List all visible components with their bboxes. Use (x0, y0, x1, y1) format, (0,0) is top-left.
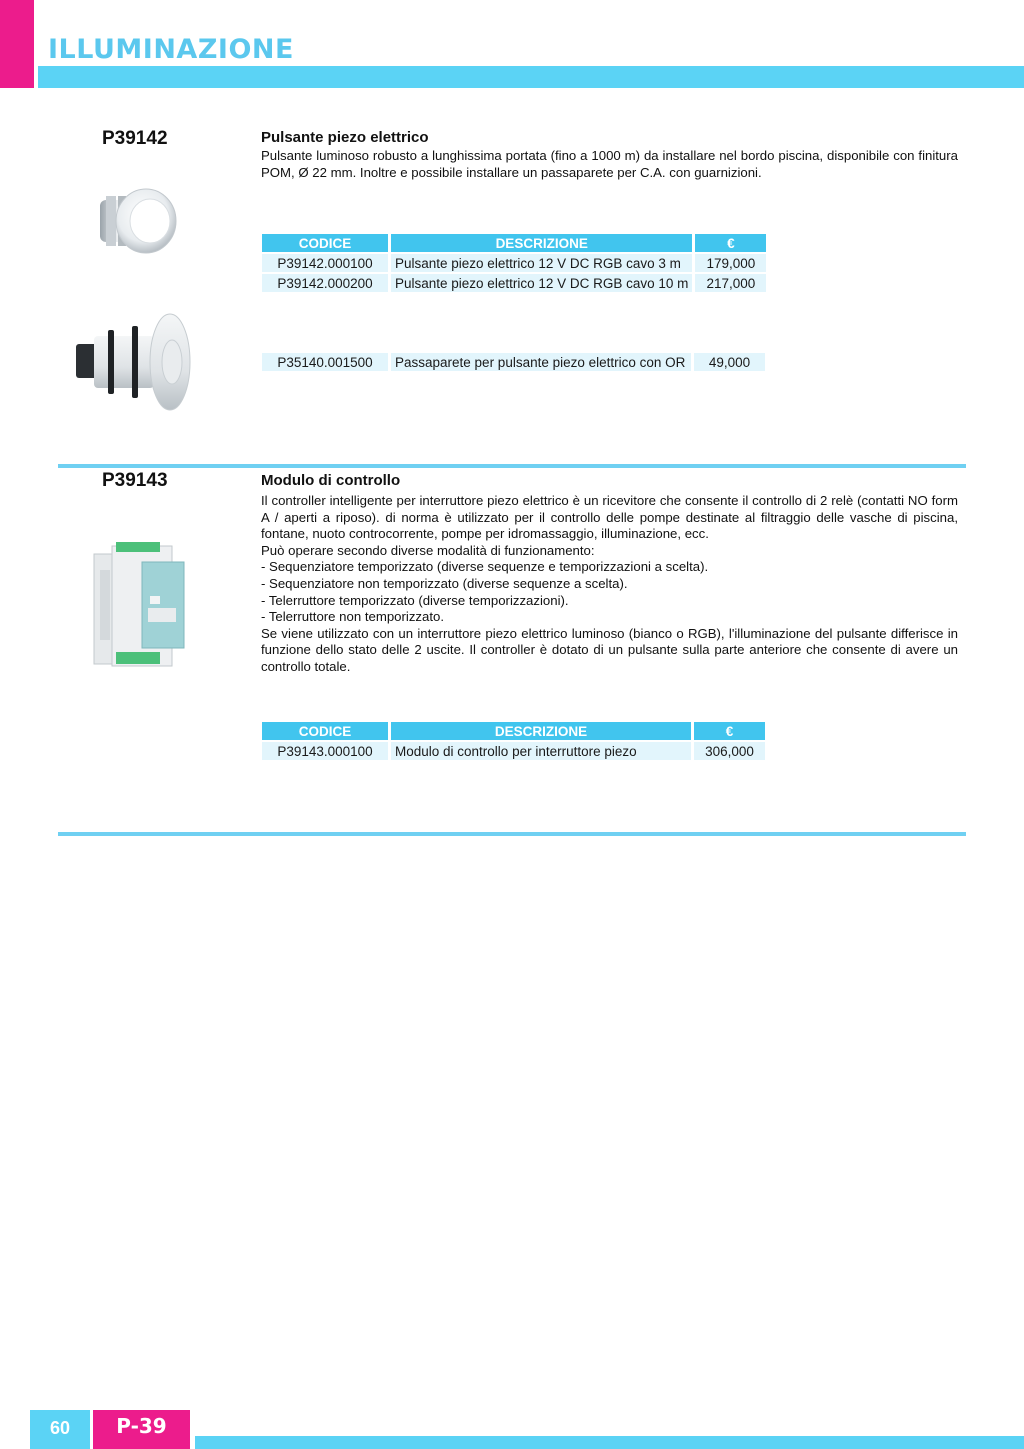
table-header-row (262, 722, 765, 740)
table-row (262, 254, 766, 272)
piezo-button-image (96, 186, 180, 256)
product-title: Modulo di controllo (261, 472, 401, 489)
cell-price: 306,000 (694, 742, 765, 760)
product-title: Pulsante piezo elettrico (261, 129, 429, 146)
page-number: 60 (30, 1410, 90, 1449)
cell-description: Modulo di controllo per interruttore piezo (391, 742, 691, 760)
cell-price: 217,000 (695, 274, 766, 292)
section-title: ILLUMINAZIONE (48, 34, 294, 65)
control-module-image (92, 540, 190, 672)
footer-cyan-bar (195, 1436, 1024, 1449)
product-code-p39143: P39143 (102, 470, 168, 491)
accessory-table (259, 351, 768, 373)
column-header-code: CODICE (262, 722, 388, 740)
header-cyan-bar (38, 66, 1024, 88)
price-table-p39143 (259, 720, 768, 762)
column-header-description: DESCRIZIONE (391, 722, 691, 740)
product-description: Pulsante luminoso robusto a lunghissima portata (fino a 1000 m) da installare nel bordo piscina, disponibile con finitura POM, Ø 22 mm. Inoltre e possibile installare un passaparete per C.A. con guarnizioni. (261, 148, 958, 180)
cell-description: Pulsante piezo elettrico 12 V DC RGB cavo 3 m (391, 254, 692, 272)
column-header-price: € (695, 234, 766, 252)
column-header-description: DESCRIZIONE (391, 234, 692, 252)
description-line: - Telerruttore temporizzato (diverse temporizzazioni). (261, 592, 569, 608)
price-table-p39142 (259, 232, 769, 294)
cell-code: P35140.001500 (262, 353, 388, 371)
section-divider (58, 464, 966, 468)
description-paragraph: Il controller intelligente per interruttore piezo elettrico è un ricevitore che consente il controllo di 2 relè (contatti NO form A / aperti a riposo). di norma è utilizzato per il controllo delle pompe destinate al filtraggio delle vasche di piscina, fontane, nuoto controcorrente, pompe per idromassaggio, illuminazione, ecc. (261, 493, 958, 542)
cell-code: P39142.000200 (262, 274, 388, 292)
cell-description: Pulsante piezo elettrico 12 V DC RGB cavo 10 m (391, 274, 692, 292)
header-magenta-block (0, 0, 34, 88)
description-paragraph: Se viene utilizzato con un interruttore piezo elettrico luminoso (bianco o RGB), l'illuminazione del pulsante differisce in funzione dello stato delle 2 uscite. Il controller è dotato di un pulsante sulla parte anteriore che consente di avere un controllo totale. (261, 625, 958, 674)
description-line: - Sequenziatore temporizzato (diverse sequenze e temporizzazioni a scelta). (261, 559, 709, 575)
cell-price: 49,000 (694, 353, 765, 371)
product-code-p39142: P39142 (102, 128, 168, 149)
wall-passthrough-image (74, 310, 194, 414)
cell-code: P39142.000100 (262, 254, 388, 272)
description-line: Può operare secondo diverse modalità di funzionamento: (261, 542, 595, 558)
product-description (261, 493, 958, 676)
section-code-tab: P-39 (93, 1410, 190, 1449)
table-header-row (262, 234, 766, 252)
column-header-code: CODICE (262, 234, 388, 252)
description-line: - Telerruttore non temporizzato. (261, 609, 445, 625)
table-row (262, 274, 766, 292)
cell-price: 179,000 (695, 254, 766, 272)
cell-description: Passaparete per pulsante piezo elettrico con OR (391, 353, 691, 371)
section-divider (58, 832, 966, 836)
description-line: - Sequenziatore non temporizzato (diverse sequenze a scelta). (261, 575, 628, 591)
column-header-price: € (694, 722, 765, 740)
cell-code: P39143.000100 (262, 742, 388, 760)
table-row (262, 742, 765, 760)
table-row (262, 353, 765, 371)
